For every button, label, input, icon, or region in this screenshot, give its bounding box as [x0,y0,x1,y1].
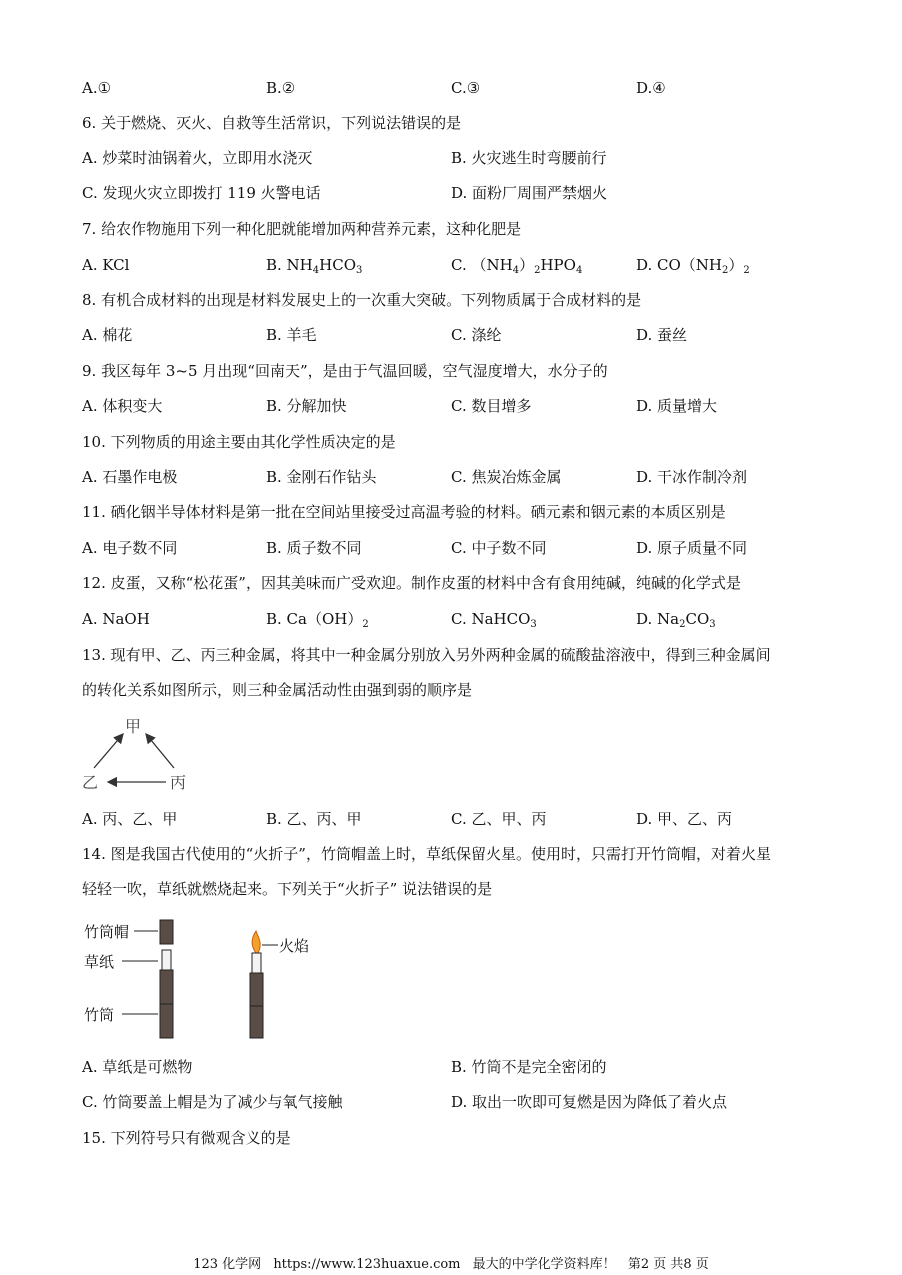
q10-option-d: D. 干冰作制冷剂 [636,468,748,486]
q11-option-b: B. 质子数不同 [266,539,362,557]
bamboo-cap-label: 竹筒帽 [84,923,130,941]
fire-starter-figure [82,915,342,1045]
q13-stem-line2: 的转化关系如图所示，则三种金属活动性由强到弱的顺序是 [82,681,473,699]
q10-option-a: A. 石墨作电极 [82,468,178,486]
q11-option-d: D. 原子质量不同 [636,539,748,557]
q11-option-a: A. 电子数不同 [82,539,178,557]
metal-yi-label: 乙 [82,773,99,792]
q12-option-b: B. $Ca(OH)_2$ [266,610,369,630]
q11-option-c: C. 中子数不同 [451,539,547,557]
q10-option-b: B. 金刚石作钻头 [266,468,377,486]
footer-site-name: 123 化学网 [193,1257,262,1272]
q7-option-d: D. $CO(NH_2)_2$ [636,256,750,276]
metal-conversion-diagram [80,712,200,796]
arrow-bing-to-jia [146,734,174,768]
q12-option-c: C. NaHCO$_3$ [451,610,537,630]
flame-label: 火焰 [279,937,310,955]
q7-option-a: A. KCl [82,256,130,274]
q6-option-c: C. 发现火灾立即拨打 119 火警电话 [82,184,321,202]
q6-stem: 6. 关于燃烧、灭火、自救等生活常识，下列说法错误的是 [82,114,462,132]
q9-option-a: A. 体积变大 [82,397,163,415]
q9-option-c: C. 数目增多 [451,397,532,415]
q11-stem: 11. 硒化铟半导体材料是第一批在空间站里接受过高温考验的材料。硒元素和铟元素的本质区别是 [82,503,726,521]
paper-label: 草纸 [84,953,115,971]
q14-option-a: A. 草纸是可燃物 [82,1058,193,1076]
footer-url[interactable]: https://www.123huaxue.com [273,1257,461,1272]
q7-option-b: B. $NH_4HCO_3$ [266,256,363,276]
q13-option-c: C. 乙、甲、丙 [451,810,547,828]
footer-slogan: 最大的中学化学资料库！ [472,1257,616,1272]
q13-option-b: B. 乙、丙、甲 [266,810,362,828]
q7-option-c: C. $(NH_4)_2HPO_4$ [451,256,583,276]
footer-page-number: 第2 页 共8 页 [627,1257,709,1272]
bamboo-cap-shape [160,920,173,944]
q8-option-d: D. 蚕丝 [636,326,688,344]
q10-stem: 10. 下列物质的用途主要由其化学性质决定的是 [82,433,396,451]
q14-stem-line2: 轻轻一吹，草纸就燃烧起来。下列关于“火折子” 说法错误的是 [82,880,493,898]
q13-option-a: A. 丙、乙、甲 [82,810,178,828]
q9-stem: 9. 我区每年 3~5 月出现“回南天”，是由于气温回暖，空气湿度增大，水分子的 [82,362,608,380]
q8-stem: 8. 有机合成材料的出现是材料发展史上的一次重大突破。下列物质属于合成材料的是 [82,291,642,309]
q8-option-b: B. 羊毛 [266,326,317,344]
q12-stem: 12. 皮蛋，又称“松花蛋”，因其美味而广受欢迎。制作皮蛋的材料中含有食用纯碱，纯碱的化学式是 [82,574,741,592]
q14-option-b: B. 竹筒不是完全密闭的 [451,1058,607,1076]
flame-icon [252,931,260,953]
q9-option-d: D. 质量增大 [636,397,718,415]
q10-option-c: C. 焦炭冶炼金属 [451,468,562,486]
q6-option-d: D. 面粉厂周围严禁烟火 [451,184,608,202]
metal-jia-label: 甲 [125,717,142,736]
q8-option-c: C. 涤纶 [451,326,502,344]
q9-option-b: B. 分解加快 [266,397,347,415]
q15-stem: 15. 下列符号只有微观含义的是 [82,1129,291,1147]
q13-option-d: D. 甲、乙、丙 [636,810,733,828]
paper-shape-right [252,953,261,973]
q6-option-b: B. 火灾逃生时弯腰前行 [451,149,607,167]
page-footer [0,1253,902,1272]
q8-option-a: A. 棉花 [82,326,133,344]
q7-stem: 7. 给农作物施用下列一种化肥就能增加两种营养元素，这种化肥是 [82,220,522,238]
q12-option-d: D. $Na_2CO_3$ [636,610,716,630]
q14-option-d: D. 取出一吹即可复燃是因为降低了着火点 [451,1093,728,1111]
q14-stem-line1: 14. 图是我国古代使用的“火折子”，竹筒帽盖上时，草纸保留火星。使用时，只需打开竹筒帽，对着火星 [82,845,771,863]
q5-option-d: D.④ [636,79,666,97]
bamboo-tube-label: 竹筒 [84,1006,115,1024]
q13-stem-line1: 13. 现有甲、乙、丙三种金属，将其中一种金属分别放入另外两种金属的硫酸盐溶液中，得到三种金属间 [82,646,771,664]
q5-option-b: B.② [266,79,296,97]
q12-option-a: A. NaOH [82,610,150,628]
arrow-yi-to-jia [94,734,123,768]
paper-shape-left [162,950,171,970]
q5-option-a: A.① [82,79,112,97]
q6-option-a: A. 炒菜时油锅着火，立即用水浇灭 [82,149,313,167]
metal-bing-label: 丙 [170,773,187,792]
q5-option-c: C.③ [451,79,481,97]
q14-option-c: C. 竹筒要盖上帽是为了减少与氧气接触 [82,1093,343,1111]
